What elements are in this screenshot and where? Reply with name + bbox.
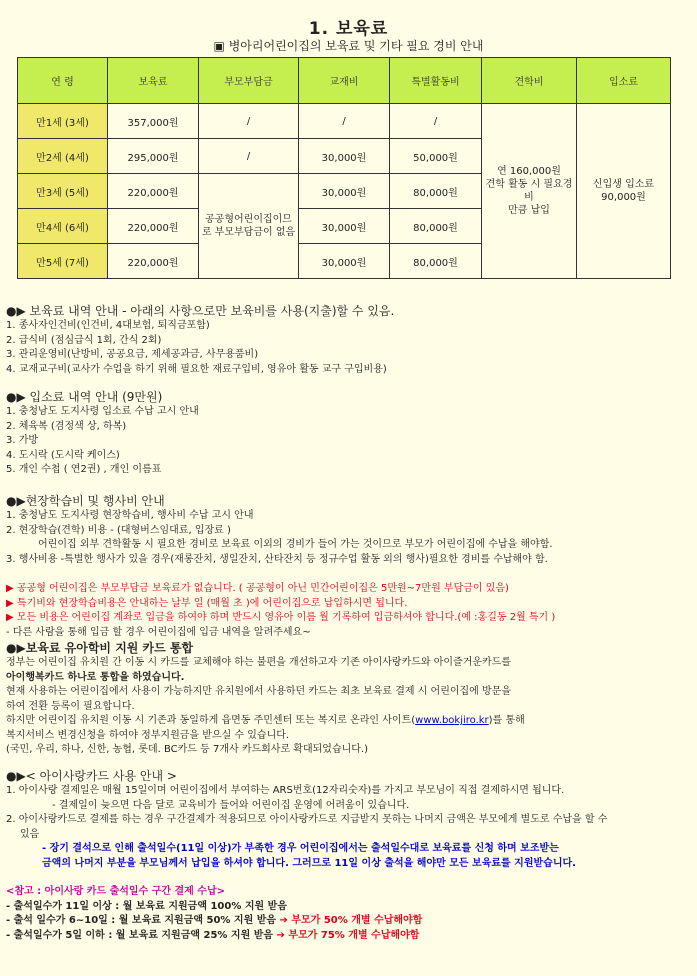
- book-cell: 30,000원: [299, 174, 390, 209]
- table-header-row: [18, 58, 671, 104]
- bokjiro-link[interactable]: www.bokjiro.kr: [415, 715, 489, 726]
- list-item: 3. 관리운영비(난방비, 공공요금, 제세공과금, 사무용품비): [6, 349, 259, 360]
- text-line: (국민, 우리, 하나, 신한, 농협, 롯데. BC카드 등 7개사 카드회사로 확대되었습니다.): [6, 744, 369, 755]
- header-entry-fee: 입소료: [577, 58, 671, 104]
- header-book-fee: 교재비: [299, 58, 390, 104]
- book-cell: /: [299, 104, 390, 139]
- notice-block: [6, 582, 555, 640]
- list-item: 1. 종사자인건비(인건비, 4대보험, 퇴직금포함): [6, 320, 210, 331]
- header-parent-fee: 부모부담금: [199, 58, 299, 104]
- trip-line: 만큼 납입: [508, 205, 550, 216]
- header-fee: 보육료: [108, 58, 199, 104]
- text-line: [6, 714, 525, 729]
- list-item: 5. 개인 수첩 ( 연2권) , 개인 이름표: [6, 464, 162, 475]
- list-item: 3. 행사비용 -특별한 행사가 있을 경우(재롱잔치, 생일잔치, 산타잔치 등 정규수업 활동 외의 행사)필요한 경비를 수납해야 함.: [6, 553, 548, 565]
- notice-line: ▶ 공공형 어린이집은 부모부담금 보육료가 없습니다. ( 공공형이 아닌 민간어린이집은 5만원~7만원 부담금이 있음): [6, 583, 509, 594]
- notice-line: ▶ 특기비와 현장학습비용은 안내하는 날부 일 (매월 초 )에 어린이집으로 납입하시면 됩니다.: [6, 597, 408, 609]
- trip-fee-cell: [482, 104, 577, 279]
- text-span: ➔ 부모가 50% 개별 수납해야함: [279, 915, 423, 926]
- section-card-usage: [6, 768, 607, 871]
- special-cell: 80,000원: [390, 174, 482, 209]
- text-span: - 출석 일수가 6~10일 : 월 보육료 지원금액 50% 지원 받음: [6, 915, 277, 926]
- header-special-fee: 특별활동비: [390, 58, 482, 104]
- parent-cell: /: [199, 139, 299, 174]
- text-line: 있음: [20, 828, 40, 840]
- entry-fee-cell: [577, 104, 671, 279]
- text-line: 1. 아이사랑 결제일은 매월 15일이며 어린이집에서 부여하는 ARS번호(12자리숫자)를 가지고 부모님이 직접 결제하시면 됩니다.: [6, 785, 565, 796]
- book-cell: 30,000원: [299, 244, 390, 279]
- entry-line: 신입생 입소료: [592, 179, 655, 190]
- list-item: 2. 현장학습(견학) 비용 - (대형버스임대료, 입장료 ): [6, 524, 231, 536]
- text-line: [6, 929, 422, 944]
- text-line: 하여 전환 등록이 필요합니다.: [6, 700, 135, 712]
- text-line: 현재 사용하는 어린이집에서 사용이 가능하지만 유치원에서 사용하던 카드는 최초 보육료 결제 시 어린이집에 방문을: [6, 686, 512, 697]
- section-heading: ●▶보육료 유아학비 지원 카드 통합: [6, 641, 194, 655]
- text-line: 금액의 나머지 부분을 부모님께서 납입을 하셔야 합니다. 그러므로 11일 이상 출석을 해야만 모든 보육료를 지원받습니다.: [42, 857, 576, 869]
- fee-cell: 357,000원: [108, 104, 199, 139]
- text-span: - 출석일수가 5일 이하 : 월 보육료 지원금액 25% 지원 받음: [6, 929, 274, 941]
- trip-line: 견학 활동 시 필요경비: [485, 179, 573, 203]
- parent-merged-cell: 공공형어린이집이므로 부모부담금이 없음: [199, 174, 299, 279]
- text-line: 복지서비스 변경신청을 하여야 정부지원금을 받으실 수 있습니다.: [6, 729, 290, 741]
- age-cell: 만3세 (5세): [18, 174, 108, 209]
- fee-cell: 220,000원: [108, 174, 199, 209]
- section-card-merge: [6, 640, 525, 758]
- text-line: - 장기 결석으로 인해 출석일수(11일 이상)가 부족한 경우 어린이집에서는 출석일수대로 보육료를 신청 하며 보조받는: [42, 843, 559, 854]
- text-line: 아이행복카드 하나로 통합을 하였습니다.: [6, 671, 185, 683]
- fee-table: [17, 57, 671, 279]
- text-line: [6, 900, 422, 915]
- section-fee-usage: [6, 303, 394, 377]
- list-item: 4. 교재교구비(교사가 수업을 하기 위해 필요한 재료구입비, 영유아 활동 교구 구입비용): [6, 363, 387, 375]
- section-heading: ●▶ 입소료 내역 안내 (9만원): [6, 390, 163, 404]
- book-cell: 30,000원: [299, 209, 390, 244]
- header-age: 연 령: [18, 58, 108, 104]
- notice-line: ▶ 모든 비용은 어린이집 계좌로 입금을 하여야 하며 반드시 영유아 이름 월 기록하여 입금하셔야 합니다.(예 :홍길동 2월 특기 ): [6, 612, 556, 623]
- table-row: [18, 104, 671, 139]
- list-item: 4. 도시락 (도시락 케이스): [6, 449, 120, 461]
- section-heading: ●▶< 아이사랑카드 사용 안내 >: [6, 769, 177, 783]
- special-cell: /: [390, 104, 482, 139]
- text-span: - 출석일수가 11일 이상 : 월 보육료 지원금액 100% 지원 받음: [6, 900, 287, 912]
- text-span: ➔ 부모가 75% 개별 수납해야함: [276, 929, 420, 941]
- section-heading: ●▶현장학습비 및 행사비 안내: [6, 494, 165, 508]
- section-heading: ●▶ 보육료 내역 안내 - 아래의 사항으로만 보육비를 사용(지출)할 수 있음.: [6, 304, 395, 318]
- list-item: 1. 충청남도 도지사령 현장학습비, 행사비 수납 고시 안내: [6, 510, 254, 521]
- header-trip-fee: 견학비: [482, 58, 577, 104]
- age-cell: 만1세 (3세): [18, 104, 108, 139]
- age-cell: 만2세 (4세): [18, 139, 108, 174]
- text-span: 하지만 어린이집 유치원 이동 시 기존과 동일하게 읍면동 주민센터 또는 복지로 온라인 사이트(: [6, 715, 416, 726]
- list-item: 2. 체육복 (겸정색 상, 하복): [6, 420, 127, 432]
- special-cell: 80,000원: [390, 244, 482, 279]
- text-line: 정부는 어린이집 유치원 간 이동 시 카드를 교체해야 하는 불편을 개선하고자 기존 아이사랑카드와 아이즐거운카드를: [6, 657, 512, 668]
- page-subtitle: ▣ 병아리어린이집의 보육료 및 기타 필요 경비 안내: [213, 39, 484, 53]
- section-attendance-note: [6, 885, 422, 943]
- text-line: - 결제일이 늦으면 다음 달로 교육비가 들어와 어린이집 운영에 어려움이 있습니다.: [52, 799, 410, 811]
- fee-cell: 220,000원: [108, 244, 199, 279]
- parent-cell: /: [199, 104, 299, 139]
- text-line: [6, 914, 422, 929]
- special-cell: 80,000원: [390, 209, 482, 244]
- age-cell: 만4세 (6세): [18, 209, 108, 244]
- list-item: 3. 가방: [6, 435, 39, 446]
- fee-cell: 295,000원: [108, 139, 199, 174]
- trip-line: 연 160,000원: [497, 166, 561, 177]
- age-cell: 만5세 (7세): [18, 244, 108, 279]
- list-item: 어린이집 외부 견학활동 시 필요한 경비로 보육료 이외의 경비가 들어 가는 것이므로 부모가 어린이집에 수납을 해야함.: [38, 539, 553, 550]
- text-line: 2. 아이사랑카드로 결제를 하는 경우 구간결제가 적용되므로 아이사랑카드로 지급받지 못하는 나머지 금액은 부모에게 별도로 수납을 할 수: [6, 814, 608, 825]
- special-cell: 50,000원: [390, 139, 482, 174]
- notice-line: - 다른 사람을 통해 입금 할 경우 어린이집에 입금 내역을 알려주세요~: [6, 626, 311, 638]
- section-field-trip: [6, 493, 553, 567]
- list-item: 1. 충청남도 도지사령 입소료 수납 고시 안내: [6, 406, 199, 417]
- entry-line: 90,000원: [601, 192, 646, 203]
- book-cell: 30,000원: [299, 139, 390, 174]
- page-title: 1. 보육료: [308, 19, 389, 39]
- section-entry-fee: [6, 389, 199, 478]
- list-item: 2. 급식비 (점심급식 1회, 간식 2회): [6, 334, 162, 346]
- fee-cell: 220,000원: [108, 209, 199, 244]
- text-span: )를 통해: [488, 715, 525, 726]
- section-heading: <참고 : 아이사랑 카드 출석일수 구간 결제 수납>: [6, 886, 226, 897]
